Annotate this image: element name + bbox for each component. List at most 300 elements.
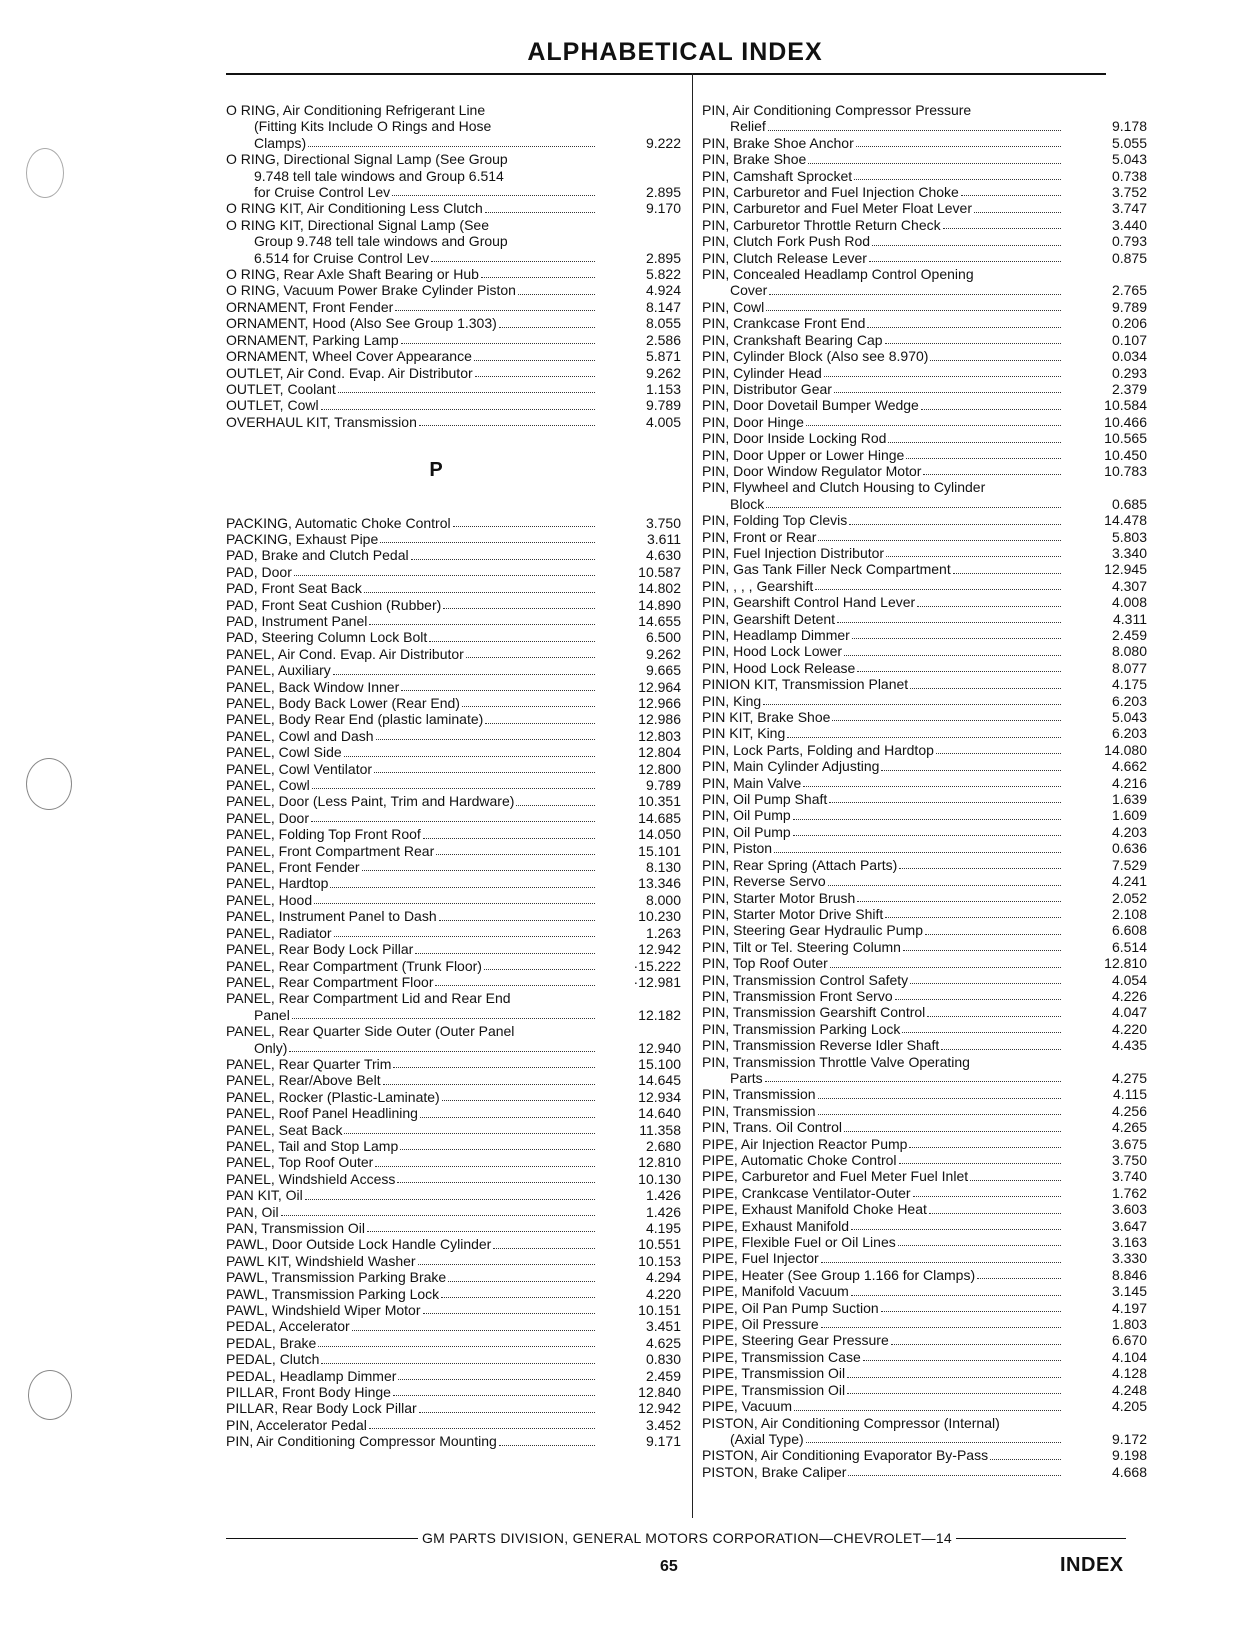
dot-leader <box>311 821 595 822</box>
dot-leader <box>383 1084 595 1085</box>
index-entry-last-line <box>226 629 597 645</box>
dot-leader <box>392 195 595 196</box>
index-entry-reference: 1.426 <box>645 1187 681 1204</box>
index-entry-last-line <box>702 1070 1063 1086</box>
index-entry-description <box>226 200 615 216</box>
index-entry-lines <box>226 1286 597 1302</box>
index-entry-reference: 6.203 <box>1111 692 1147 709</box>
page-title: ALPHABETICAL INDEX <box>527 38 823 66</box>
index-entry-reference: 5.043 <box>1111 709 1147 726</box>
index-entry-reference: 12.182 <box>638 1006 681 1023</box>
index-entry-reference: 3.603 <box>1111 1201 1147 1218</box>
index-entry <box>702 1119 1147 1135</box>
index-entry <box>702 447 1147 463</box>
index-entry-text: PIN, Piston <box>702 840 773 857</box>
index-entry-description <box>702 693 1081 709</box>
index-entry-last-line <box>702 135 1063 151</box>
index-entry-lines <box>702 1152 1063 1168</box>
index-entry <box>226 1056 681 1072</box>
index-entry <box>702 922 1147 938</box>
binder-hole-mark <box>26 758 72 810</box>
index-entry-reference: ·12.981 <box>633 973 681 990</box>
index-entry-last-line <box>226 1417 597 1433</box>
index-entry-reference: 10.551 <box>638 1236 681 1253</box>
index-entry-description <box>702 1316 1081 1332</box>
index-entry-last-line <box>702 1447 1063 1463</box>
index-entry-reference: 15.101 <box>638 842 681 859</box>
dot-leader <box>308 146 595 147</box>
index-entry-description <box>702 660 1081 676</box>
index-entry-last-line <box>702 775 1063 791</box>
index-group-p <box>226 515 681 1450</box>
index-entry-reference: 14.655 <box>638 612 681 629</box>
index-entry <box>226 1089 681 1105</box>
dot-leader <box>364 592 595 593</box>
index-entry <box>226 547 681 563</box>
index-entry <box>702 758 1147 774</box>
index-entry <box>702 1218 1147 1234</box>
index-entry <box>226 629 681 645</box>
index-entry <box>226 1072 681 1088</box>
dot-leader <box>321 1363 595 1364</box>
index-entry-reference: 3.611 <box>647 530 681 547</box>
index-entry-reference: 3.330 <box>1111 1250 1147 1267</box>
index-entry-description <box>226 580 615 596</box>
index-entry-lines <box>702 1054 1063 1087</box>
index-entry-reference: 0.636 <box>1111 840 1147 857</box>
index-entry-description <box>226 1138 615 1154</box>
index-entry-description <box>702 529 1081 545</box>
index-entry-last-line <box>702 807 1063 823</box>
index-entry-reference: 1.609 <box>1111 807 1147 824</box>
index-entry-reference: 14.890 <box>638 596 681 613</box>
index-entry-reference: 3.163 <box>1111 1234 1147 1251</box>
index-entry-lines <box>702 200 1063 216</box>
index-entry-text: Only) <box>254 1039 288 1056</box>
index-entry-reference: 0.685 <box>1111 495 1147 512</box>
index-entry-description <box>226 151 615 200</box>
dot-leader <box>854 179 1061 180</box>
index-entry-description <box>702 184 1081 200</box>
index-entry-description <box>226 1417 615 1433</box>
index-entry-lines <box>702 348 1063 364</box>
index-entry-lines <box>226 1220 597 1236</box>
index-entry-last-line <box>226 974 597 990</box>
index-entry-description <box>226 1154 615 1170</box>
section-tab: INDEX <box>1060 1554 1124 1576</box>
index-entry-text: PANEL, Instrument Panel to Dash <box>226 908 437 925</box>
index-entry-line <box>702 479 1063 495</box>
index-entry <box>702 1332 1147 1348</box>
index-entry-last-line <box>226 695 597 711</box>
index-entry-reference: 11.358 <box>639 1121 681 1138</box>
dot-leader <box>941 1049 1061 1050</box>
index-entry-line <box>226 1023 597 1039</box>
index-entry-text: PIN, Door Upper or Lower Hinge <box>702 446 905 463</box>
index-entry-lines <box>226 1187 597 1203</box>
index-entry-last-line <box>702 611 1063 627</box>
index-entry-description <box>226 1286 615 1302</box>
index-entry-last-line <box>702 282 1063 298</box>
index-entry <box>226 1154 681 1170</box>
index-entry-text: PIN, Air Conditioning Compressor Mounting <box>226 1433 497 1450</box>
dot-leader <box>431 261 595 262</box>
index-entry-lines <box>702 922 1063 938</box>
index-entry-reference: 4.265 <box>1111 1119 1147 1136</box>
index-entry-reference: 2.108 <box>1111 905 1147 922</box>
index-entry <box>702 217 1147 233</box>
index-entry <box>226 531 681 547</box>
index-entry-text: PANEL, Rear Quarter Side Outer (Outer Panel <box>226 1023 515 1040</box>
index-entry-reference: 4.220 <box>645 1285 681 1302</box>
index-entry-description <box>702 512 1081 528</box>
index-entry-text: O RING, Vacuum Power Brake Cylinder Piston <box>226 282 516 299</box>
index-entry <box>226 1368 681 1384</box>
index-entry-last-line <box>702 1086 1063 1102</box>
index-entry-reference: 14.050 <box>638 826 681 843</box>
index-entry-last-line <box>702 414 1063 430</box>
index-entry <box>702 1447 1147 1463</box>
index-entry <box>702 725 1147 741</box>
index-entry-last-line <box>226 826 597 842</box>
index-entry <box>702 627 1147 643</box>
index-entry-last-line <box>226 332 597 348</box>
index-entry-line <box>702 1054 1063 1070</box>
index-entry-text: PIN, Headlamp Dimmer <box>702 627 850 643</box>
index-entry-lines <box>226 613 597 629</box>
index-entry-description <box>702 742 1081 758</box>
index-entry-text: PAWL KIT, Windshield Washer <box>226 1252 416 1269</box>
index-entry-description <box>702 972 1081 988</box>
index-entry-lines <box>702 611 1063 627</box>
index-entry-reference: 2.052 <box>1111 889 1147 906</box>
index-entry <box>226 414 681 430</box>
index-entry-lines <box>226 875 597 891</box>
index-entry-lines <box>702 151 1063 167</box>
footer-text: GM PARTS DIVISION, GENERAL MOTORS CORPORATION—CHEVROLET—14 <box>421 1530 952 1546</box>
index-entry-last-line <box>226 662 597 678</box>
index-entry-text: PIPE, Transmission Oil <box>702 1381 846 1398</box>
index-entry-lines <box>226 859 597 875</box>
index-entry-description <box>226 629 615 645</box>
index-entry-reference: 9.262 <box>645 645 681 662</box>
dot-leader <box>423 838 595 839</box>
index-entry-description <box>226 1253 615 1269</box>
index-entry-line <box>226 151 597 167</box>
index-entry-reference: 4.662 <box>1111 758 1147 775</box>
index-entry-last-line <box>226 381 597 397</box>
index-entry <box>702 1464 1147 1480</box>
dot-leader <box>881 1311 1061 1312</box>
index-entry-reference: 3.647 <box>1111 1217 1147 1234</box>
dot-leader <box>899 868 1061 869</box>
index-entry <box>226 580 681 596</box>
index-entry <box>226 1351 681 1367</box>
dot-leader <box>852 638 1061 639</box>
index-entry-description <box>226 1269 615 1285</box>
index-entry-description <box>702 414 1081 430</box>
index-entry-lines <box>226 646 597 662</box>
index-entry-text: (Axial Type) <box>730 1430 804 1447</box>
dot-leader <box>518 294 595 295</box>
index-entry-last-line <box>702 758 1063 774</box>
dot-leader <box>848 1475 1061 1476</box>
index-entry <box>226 365 681 381</box>
dot-leader <box>803 786 1061 787</box>
index-entry-reference: 8.080 <box>1111 643 1147 660</box>
index-entry-lines <box>702 1037 1063 1053</box>
index-entry <box>702 824 1147 840</box>
index-entry-lines <box>702 250 1063 266</box>
index-entry-description <box>702 1300 1081 1316</box>
index-entry-lines <box>702 775 1063 791</box>
index-entry-text: PISTON, Brake Caliper <box>702 1463 847 1480</box>
index-entry-text: PANEL, Folding Top Front Roof <box>226 826 421 843</box>
index-entry-lines <box>226 810 597 826</box>
index-entry-text: PIN, Trans. Oil Control <box>702 1119 843 1136</box>
dot-leader <box>815 589 1061 590</box>
index-entry <box>702 561 1147 577</box>
index-entry-last-line <box>226 315 597 331</box>
index-entry <box>702 906 1147 922</box>
index-entry-text: for Cruise Control Lev <box>254 184 391 201</box>
index-entry-reference: 4.241 <box>1111 873 1147 890</box>
index-entry-text: PIN, Tilt or Tel. Steering Column <box>702 938 901 955</box>
index-entry <box>702 988 1147 1004</box>
dot-leader <box>400 1149 595 1150</box>
index-entry-lines <box>702 906 1063 922</box>
index-entry-description <box>226 332 615 348</box>
index-entry-text: PIPE, Crankcase Ventilator-Outer <box>702 1184 911 1201</box>
index-entry-last-line <box>702 118 1063 134</box>
index-entry-reference: 4.625 <box>645 1334 681 1351</box>
dot-leader <box>344 1133 595 1134</box>
index-entry-lines <box>702 1415 1063 1448</box>
index-entry-description <box>226 908 615 924</box>
index-entry <box>702 299 1147 315</box>
index-entry-text: O RING, Air Conditioning Refrigerant Line <box>226 102 486 118</box>
dot-leader <box>913 1196 1061 1197</box>
index-entry-description <box>702 1054 1081 1087</box>
index-entry-text: PIN, Distributor Gear <box>702 380 832 397</box>
index-entry-description <box>702 545 1081 561</box>
index-entry-description <box>226 761 615 777</box>
index-entry-lines <box>702 725 1063 741</box>
index-entry <box>702 693 1147 709</box>
index-entry-text: PIN, Clutch Fork Push Rod <box>702 233 871 250</box>
index-entry-text: PIN, Accelerator Pedal <box>226 1416 367 1433</box>
index-entry-text: Block <box>730 495 765 512</box>
index-entry-text: PIPE, Transmission Case <box>702 1348 861 1365</box>
dot-leader <box>787 737 1061 738</box>
index-entry-text: PIPE, Air Injection Reactor Pump <box>702 1135 908 1152</box>
index-entry-last-line <box>702 824 1063 840</box>
dot-leader <box>448 1281 595 1282</box>
index-entry-lines <box>702 1218 1063 1234</box>
index-entry <box>702 1103 1147 1119</box>
index-entry-last-line <box>702 1037 1063 1053</box>
index-entry-text: PIN, Fuel Injection Distributor <box>702 544 885 561</box>
index-entry <box>226 1122 681 1138</box>
index-entry-lines <box>702 824 1063 840</box>
index-entry-lines <box>702 660 1063 676</box>
index-entry <box>226 1302 681 1318</box>
index-entry-reference: 14.645 <box>638 1072 681 1089</box>
index-entry-lines <box>702 840 1063 856</box>
dot-leader <box>891 1344 1061 1345</box>
index-entry-lines <box>702 381 1063 397</box>
index-entry-lines <box>702 988 1063 1004</box>
dot-leader <box>881 770 1061 771</box>
index-entry-lines <box>702 135 1063 151</box>
dot-leader <box>936 753 1061 754</box>
index-entry-last-line <box>702 594 1063 610</box>
index-entry-reference: 3.440 <box>1111 216 1147 233</box>
index-entry-lines <box>226 1335 597 1351</box>
index-entry-reference: 9.170 <box>645 200 681 217</box>
index-entry-text: PEDAL, Brake <box>226 1334 317 1351</box>
index-entry-last-line <box>226 515 597 531</box>
index-entry-description <box>702 906 1081 922</box>
index-entry <box>702 709 1147 725</box>
index-entry-reference: 3.145 <box>1111 1283 1147 1300</box>
index-entry <box>702 955 1147 971</box>
index-entry <box>226 315 681 331</box>
dot-leader <box>362 870 595 871</box>
index-entry-text: PIN, Carburetor and Fuel Injection Choke <box>702 184 959 201</box>
dot-leader <box>818 540 1061 541</box>
dot-leader <box>344 756 595 757</box>
dot-leader <box>943 228 1061 229</box>
index-entry-description <box>226 531 615 547</box>
dot-leader <box>829 802 1061 803</box>
index-entry-last-line <box>702 709 1063 725</box>
index-entry-text: PAN, Transmission Oil <box>226 1220 365 1236</box>
index-entry-text: PIN KIT, Brake Shoe <box>702 709 831 726</box>
index-entry-text: PANEL, Auxiliary <box>226 662 331 679</box>
index-entry-description <box>226 217 615 266</box>
index-entry-last-line <box>702 1185 1063 1201</box>
index-entry <box>226 826 681 842</box>
index-entry-lines <box>226 414 597 430</box>
index-entry-text: ORNAMENT, Front Fender <box>226 298 394 315</box>
dot-leader <box>435 985 595 986</box>
index-entry-lines <box>702 1332 1063 1348</box>
index-entry-last-line <box>226 679 597 695</box>
index-entry-description <box>226 1400 615 1416</box>
index-entry-description <box>702 217 1081 233</box>
index-entry-lines <box>702 1234 1063 1250</box>
index-entry <box>226 1138 681 1154</box>
index-entry-last-line <box>226 1368 597 1384</box>
index-entry-reference: 12.840 <box>638 1384 681 1401</box>
index-entry-text: PIPE, Vacuum <box>702 1398 793 1415</box>
index-entry-reference: 8.130 <box>645 859 681 876</box>
index-entry-last-line <box>226 1384 597 1400</box>
index-entry-text: PIN, Concealed Headlamp Control Opening <box>702 266 974 283</box>
index-entry <box>226 1433 681 1449</box>
dot-leader <box>411 559 595 560</box>
index-entry-lines <box>226 1384 597 1400</box>
index-entry-text: PIN, Door Window Regulator Motor <box>702 462 922 479</box>
index-entry-text: PIPE, Transmission Oil <box>702 1365 846 1382</box>
index-entry-reference: 10.153 <box>638 1252 681 1269</box>
dot-leader <box>312 788 595 789</box>
index-entry-text: PIN, Clutch Release Lever <box>702 249 867 266</box>
index-entry-lines <box>226 1072 597 1088</box>
index-entry-lines <box>226 217 597 266</box>
index-entry-lines <box>226 761 597 777</box>
index-entry-text: PIN, Hood Lock Release <box>702 659 856 676</box>
index-entry-reference: 3.675 <box>1111 1135 1147 1152</box>
index-entry-description <box>226 646 615 662</box>
dot-leader <box>886 556 1061 557</box>
index-entry-last-line <box>702 365 1063 381</box>
index-entry-text: PIN, Gearshift Control Hand Lever <box>702 594 916 611</box>
index-entry-description <box>226 793 615 809</box>
index-entry-text: PIN, Door Dovetail Bumper Wedge <box>702 397 919 414</box>
index-entry <box>226 381 681 397</box>
index-entry-lines <box>702 1464 1063 1480</box>
index-entry-lines <box>702 1398 1063 1414</box>
index-entry-text: Group 9.748 tell tale windows and Group <box>254 233 508 250</box>
index-entry-description <box>226 282 615 298</box>
dot-leader <box>774 852 1061 853</box>
dot-leader <box>851 1229 1061 1230</box>
index-entry-last-line <box>702 955 1063 971</box>
dot-leader <box>395 310 595 311</box>
index-entry-description <box>702 233 1081 249</box>
index-entry-text: PIN, Folding Top Clevis <box>702 512 848 529</box>
index-entry-description <box>226 679 615 695</box>
index-entry-last-line <box>226 1089 597 1105</box>
index-entry-reference: 10.584 <box>1104 397 1147 414</box>
index-entry <box>702 414 1147 430</box>
index-entry-text: PIN, Air Conditioning Compressor Pressure <box>702 102 972 118</box>
index-entry <box>702 315 1147 331</box>
index-entry-description <box>702 758 1081 774</box>
binder-hole-mark <box>28 1370 72 1420</box>
index-entry-last-line <box>702 627 1063 643</box>
index-entry-description <box>702 447 1081 463</box>
index-entry-lines <box>226 102 597 151</box>
index-entry <box>226 875 681 891</box>
index-entry-reference: 4.307 <box>1111 577 1147 594</box>
index-entry-lines <box>702 1267 1063 1283</box>
index-entry-last-line <box>702 1004 1063 1020</box>
index-entry-description <box>702 1283 1081 1299</box>
index-entry-description <box>226 315 615 331</box>
index-entry-last-line <box>702 151 1063 167</box>
dot-leader <box>974 212 1061 213</box>
index-entry-lines <box>702 1136 1063 1152</box>
index-entry-text: PIN, Gearshift Detent <box>702 610 836 627</box>
dot-leader <box>281 1215 595 1216</box>
index-entry-text: PIN, Crankshaft Bearing Cap <box>702 331 883 348</box>
index-entry-last-line <box>226 1220 597 1236</box>
index-entry <box>702 840 1147 856</box>
index-entry-reference: 6.514 <box>1111 938 1147 955</box>
index-entry-text: PISTON, Air Conditioning Evaporator By-Pass <box>702 1447 989 1464</box>
index-entry-description <box>226 348 615 364</box>
index-entry-reference: 3.750 <box>645 514 681 531</box>
dot-leader <box>857 901 1061 902</box>
index-entry-last-line <box>226 1171 597 1187</box>
index-entry-lines <box>702 1103 1063 1119</box>
index-entry-description <box>702 840 1081 856</box>
index-entry-last-line <box>702 168 1063 184</box>
dot-leader <box>423 1313 596 1314</box>
